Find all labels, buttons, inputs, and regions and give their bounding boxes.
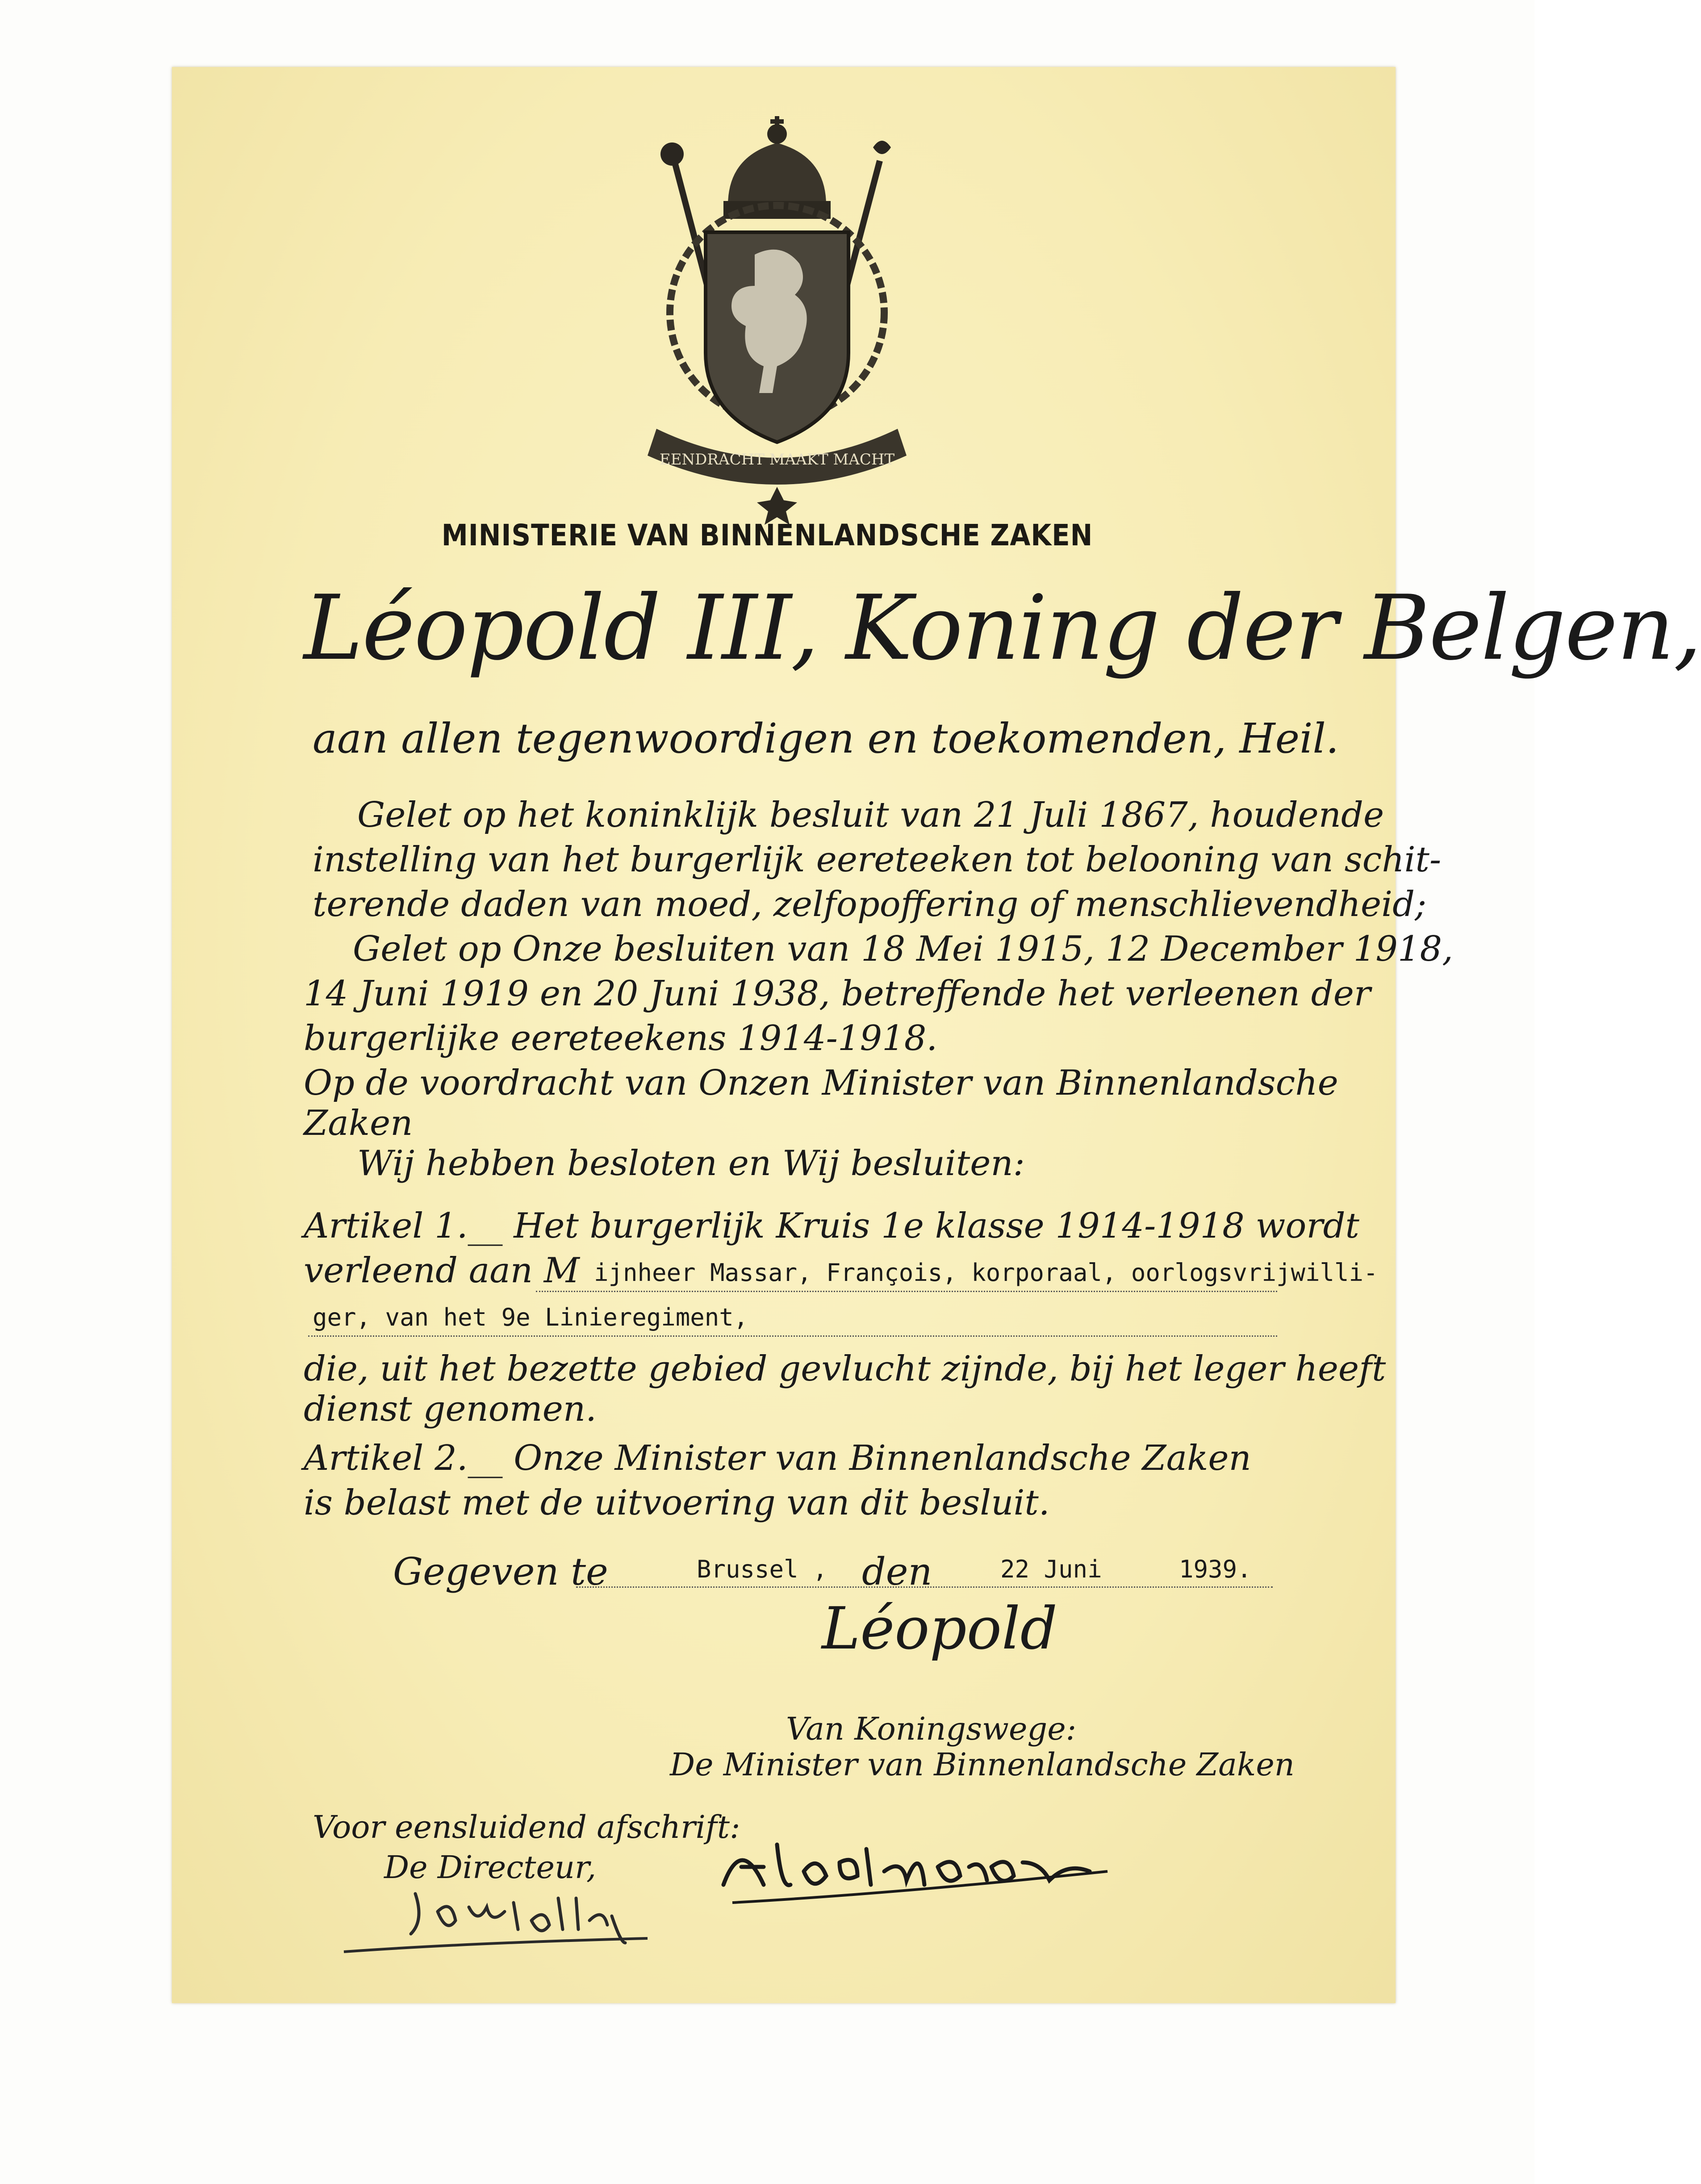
recipient-typed-line: ger, van het 9e Linieregiment, xyxy=(313,1303,748,1331)
given-place: Brussel , xyxy=(697,1555,828,1583)
certification-line: De Directeur, xyxy=(384,1849,597,1886)
article1-line: dienst genomen. xyxy=(304,1389,597,1429)
dotted-rule xyxy=(576,1586,1273,1588)
preamble-line: Gelet op het koninklijk besluit van 21 Juli 1867, houdende xyxy=(357,795,1384,835)
document-title: Léopold III, Koning der Belgen, xyxy=(304,576,1701,680)
recipient-typed-line: ijnheer Massar, François, korporaal, oorlogsvrijwilli- xyxy=(594,1259,1378,1287)
preamble-line: Gelet op Onze besluiten van 18 Mei 1915, 12 December 1918, xyxy=(353,929,1453,969)
given-den: den xyxy=(862,1550,932,1594)
given-year: 1939. xyxy=(1179,1555,1252,1583)
countersign-line: De Minister van Binnenlandsche Zaken xyxy=(670,1746,1295,1783)
ministry-heading: MINISTERIE VAN BINNENLANDSCHE ZAKEN xyxy=(441,518,1093,552)
preamble-line: burgerlijke eereteekens 1914-1918. xyxy=(304,1018,938,1059)
article2-line: Artikel 2.__ Onze Minister van Binnenlandsche Zaken xyxy=(304,1438,1251,1478)
article1-line: Artikel 1.__ Het burgerlijk Kruis 1e klasse 1914-1918 wordt xyxy=(304,1206,1359,1246)
preamble-line: terende daden van moed, zelfopoffering of menschlievendheid; xyxy=(313,884,1427,925)
article1-line: die, uit het bezette gebied gevlucht zijnde, bij het leger heeft xyxy=(304,1349,1386,1389)
preamble-line: 14 Juni 1919 en 20 Juni 1938, betreffende het verleenen der xyxy=(304,974,1371,1014)
minister-handwritten-signature xyxy=(715,1818,1161,1916)
certification-line: Voor eensluidend afschrift: xyxy=(313,1809,740,1845)
coat-of-arms-motto: EENDRACHT MAAKT MACHT xyxy=(659,451,895,469)
salutation: aan allen tegenwoordigen en toekomenden, Heil. xyxy=(313,715,1339,762)
dotted-rule xyxy=(536,1291,1277,1292)
article2-line: is belast met de uitvoering van dit besluit. xyxy=(304,1483,1050,1523)
preamble-line: instelling van het burgerlijk eereteeken tot belooning van schit- xyxy=(313,840,1442,880)
dotted-rule xyxy=(308,1335,1277,1337)
preamble-line: Op de voordracht van Onzen Minister van Binnenlandsche xyxy=(304,1063,1338,1103)
director-handwritten-signature xyxy=(335,1876,674,1965)
belgian-coat-of-arms-emblem xyxy=(594,103,960,527)
preamble-line: Wij hebben besloten en Wij besluiten: xyxy=(357,1143,1025,1184)
preamble-line: Zaken xyxy=(304,1103,413,1143)
article1-line: verleend aan M xyxy=(304,1251,580,1291)
given-prefix: Gegeven te xyxy=(393,1550,608,1594)
royal-signature: Léopold xyxy=(822,1594,1057,1662)
countersign-line: Van Koningswege: xyxy=(786,1711,1077,1747)
given-date: 22 Juni xyxy=(1000,1555,1102,1583)
